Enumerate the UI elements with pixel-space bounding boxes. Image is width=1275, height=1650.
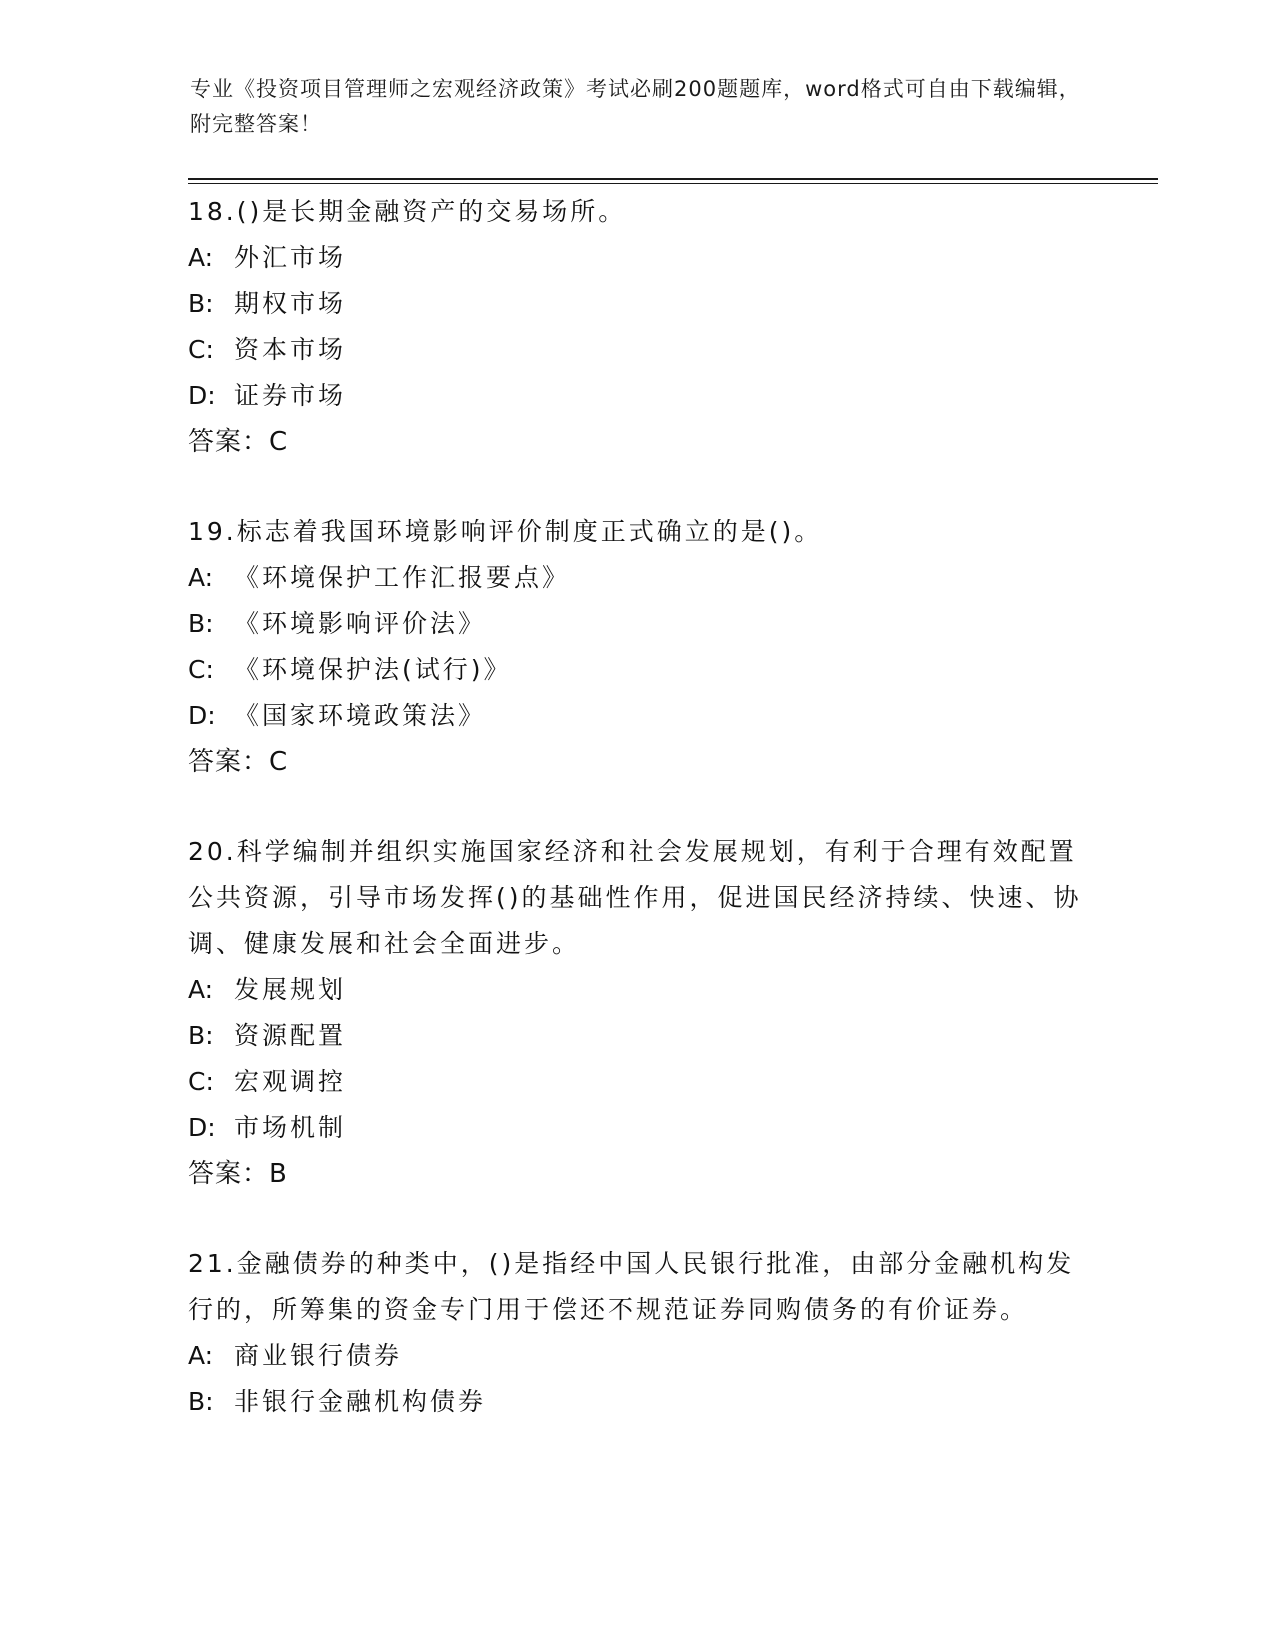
question-spacer — [188, 465, 1088, 509]
option-letter: A: — [188, 975, 214, 1004]
option-d — [188, 1105, 1088, 1151]
option-text: 证券市场 — [234, 381, 347, 410]
option-text: 市场机制 — [234, 1113, 347, 1142]
option-c — [188, 1059, 1088, 1105]
option-letter: D: — [188, 1113, 216, 1142]
option-letter: B: — [188, 289, 214, 318]
option-letter: B: — [188, 609, 214, 638]
option-text: 发展规划 — [234, 975, 347, 1004]
option-letter: C: — [188, 335, 214, 364]
option-text: 《环境影响评价法》 — [234, 609, 487, 638]
header-divider-thin — [188, 183, 1158, 184]
question-list — [188, 189, 1088, 1425]
question-spacer — [188, 785, 1088, 829]
option-letter: D: — [188, 381, 216, 410]
question-20 — [188, 829, 1088, 1197]
option-c — [188, 647, 1088, 693]
option-letter: C: — [188, 1067, 214, 1096]
answer: 答案：C — [188, 747, 289, 777]
option-a — [188, 967, 1088, 1013]
option-text: 《环境保护法(试行)》 — [234, 655, 512, 684]
option-text: 资本市场 — [234, 335, 347, 364]
question-18 — [188, 189, 1088, 465]
answer: 答案：C — [188, 427, 289, 457]
option-b — [188, 281, 1088, 327]
question-19 — [188, 509, 1088, 785]
option-letter: B: — [188, 1021, 214, 1050]
option-a — [188, 555, 1088, 601]
question-21 — [188, 1241, 1088, 1425]
answer: 答案：B — [188, 1159, 288, 1189]
option-b — [188, 1013, 1088, 1059]
option-letter: C: — [188, 655, 214, 684]
option-letter: A: — [188, 563, 214, 592]
header-divider-thick — [188, 178, 1158, 180]
option-text: 《国家环境政策法》 — [234, 701, 487, 730]
option-text: 资源配置 — [234, 1021, 347, 1050]
option-a — [188, 235, 1088, 281]
option-text: 非银行金融机构债券 — [234, 1387, 487, 1416]
option-a — [188, 1333, 1088, 1379]
option-b — [188, 601, 1088, 647]
option-letter: A: — [188, 1341, 214, 1370]
question-stem: 19.标志着我国环境影响评价制度正式确立的是()。 — [188, 517, 823, 546]
question-stem: 21.金融债券的种类中，()是指经中国人民银行批准，由部分金融机构发行的，所筹集的资金专门用于偿还不规范证券同购债务的有价证券。 — [188, 1249, 1075, 1324]
option-text: 商业银行债券 — [234, 1341, 403, 1370]
option-b — [188, 1379, 1088, 1425]
question-stem: 18.()是长期金融资产的交易场所。 — [188, 197, 627, 226]
option-letter: B: — [188, 1387, 214, 1416]
option-text: 《环境保护工作汇报要点》 — [234, 563, 571, 592]
option-c — [188, 327, 1088, 373]
option-text: 外汇市场 — [234, 243, 347, 272]
option-d — [188, 693, 1088, 739]
question-spacer — [188, 1197, 1088, 1241]
document-header: 专业《投资项目管理师之宏观经济政策》考试必刷200题题库，word格式可自由下载编辑，附完整答案！ — [190, 77, 1081, 136]
option-text: 期权市场 — [234, 289, 347, 318]
option-letter: D: — [188, 701, 216, 730]
question-stem: 20.科学编制并组织实施国家经济和社会发展规划，有利于合理有效配置公共资源，引导市场发挥()的基础性作用，促进国民经济持续、快速、协调、健康发展和社会全面进步。 — [188, 837, 1082, 958]
option-d — [188, 373, 1088, 419]
option-text: 宏观调控 — [234, 1067, 347, 1096]
option-letter: A: — [188, 243, 214, 272]
